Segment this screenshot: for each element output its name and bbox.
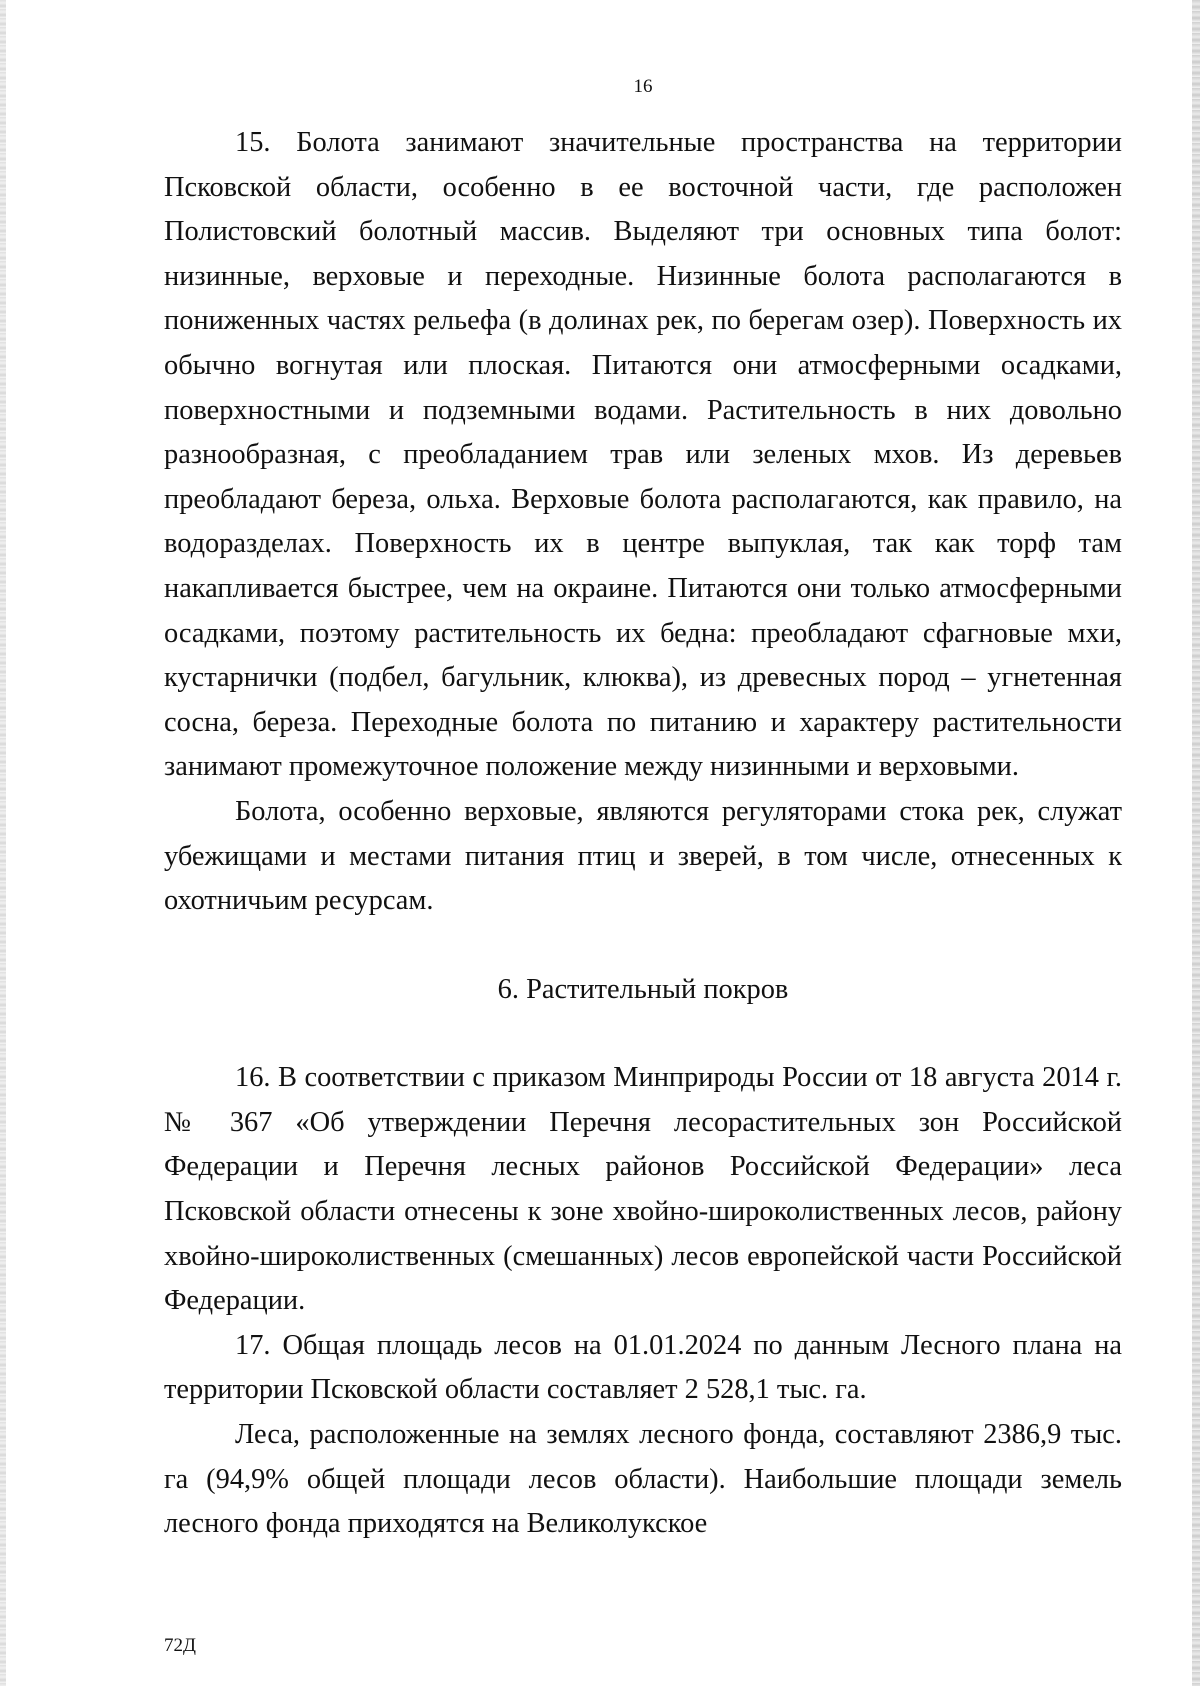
paragraph-17-continued: Леса, расположенные на землях лесного фонда, составляют 2386,9 тыс. га (94,9% общей площади лесов области). Наибольшие площади земель лесного фонда приходятся на Великолукское xyxy=(164,1419,1122,1540)
scan-edge-right xyxy=(1192,0,1200,1686)
page-number: 16 xyxy=(633,76,653,97)
footer-code: 72Д xyxy=(164,1635,196,1656)
scan-edge-left xyxy=(0,0,6,1686)
paragraph-17: 17. Общая площадь лесов на 01.01.2024 по данным Лесного плана на территории Псковской области составляет 2 528,1 тыс. га. xyxy=(164,1329,1122,1406)
section-heading: 6. Растительный покров xyxy=(497,973,789,1005)
paragraph-16: 16. В соответствии с приказом Минприроды России от 18 августа 2014 г. № 367 «Об утверждении Перечня лесорастительных зон Российской Федерации и Перечня лесных районов Российской Федерации» леса Псковской области отнесены к зоне хвойно-широколиственных лесов, району хвойно-широколиственных (смешанных) лесов европейской части Российской Федерации. xyxy=(164,1062,1122,1317)
paragraph-15-continued: Болота, особенно верховые, являются регуляторами стока рек, служат убежищами и местами питания птиц и зверей, в том числе, отнесенных к охотничьим ресурсам. xyxy=(164,795,1122,917)
paragraph-15: 15. Болота занимают значительные пространства на территории Псковской области, особенно в ее восточной части, где расположен Полистовский болотный массив. Выделяют три основных типа болот: низинные, верховые и переходные. Низинные болота располагаются в пониженных частях рельефа (в долинах рек, по берегам озер). Поверхность их обычно вогнутая или плоская. Питаются они атмосферными осадками, поверхностными и подземными водами. Растительность в них довольно разнообразная, с преобладанием трав или зеленых мхов. Из деревьев преобладают береза, ольха. Верховые болота располагаются, как правило, на водоразделах. Поверхность их в центре выпуклая, так как торф там накапливается быстрее, чем на окраине. Питаются они только атмосферными осадками, поэтому растительность их бедна: преобладают сфагновые мхи, кустарнички (подбел, багульник, клюква), из древесных пород – угнетенная сосна, береза. Переходные болота по питанию и характеру растительности занимают промежуточное положение между низинными и верховыми. xyxy=(164,127,1122,783)
document-body xyxy=(164,121,1122,1547)
